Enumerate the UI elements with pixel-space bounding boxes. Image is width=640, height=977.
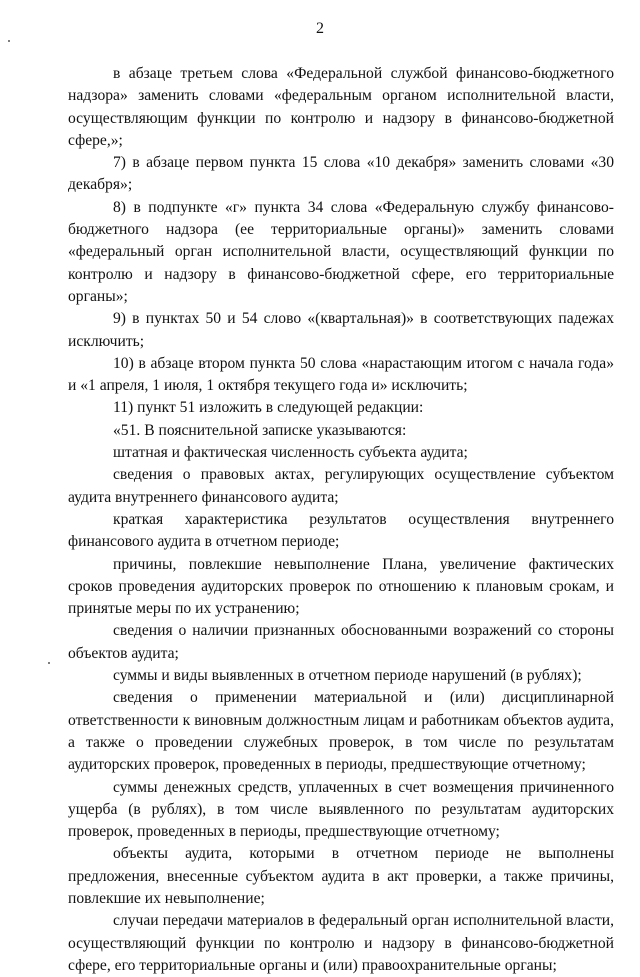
paragraph: «51. В пояснительной записке указываются: <box>113 421 407 439</box>
paragraph: 7) в абзаце первом пункта 15 слова «10 декабря» заменить словами «30 декабря»; <box>68 154 614 194</box>
paragraph: в абзаце третьем слова «Федеральной службой финансово-бюджетного надзора» заменить словами «федеральным органом исполнительной власти, осуществляющим функции по контролю и надзору в финансово-бюджетной сфере,»; <box>68 65 614 149</box>
paragraph: суммы и виды выявленных в отчетном периоде нарушений (в рублях); <box>113 667 582 685</box>
paragraph: причины, повлекшие невыполнение Плана, увеличение фактических сроков проведения аудиторских проверок по отношению к плановым срокам, и принятые меры по их устранению; <box>68 555 614 618</box>
paragraph: сведения о применении материальной и (или) дисциплинарной ответственности к виновным должностным лицам и работникам объектов аудита, а также о проведении служебных проверок, в том числе по результатам аудиторских проверок, проведенных в периоды, предшествующие отчетному; <box>68 689 614 774</box>
paragraph: краткая характеристика результатов осуществления внутреннего финансового аудита в отчетном периоде; <box>68 510 614 551</box>
page-number: 2 <box>316 20 324 37</box>
paragraph: 9) в пунктах 50 и 54 слово «(квартальная)» в соответствующих падежах исключить; <box>68 310 614 350</box>
paragraph: суммы денежных средств, уплаченных в счет возмещения причиненного ущерба (в рублях), в том числе выявленного по результатам аудиторских проверок, проведенных в периоды, предшествующие отчетному; <box>68 778 614 841</box>
paragraph: штатная и фактическая численность субъекта аудита; <box>113 444 468 462</box>
scan-speck <box>48 662 50 664</box>
paragraph: случаи передачи материалов в федеральный орган исполнительной власти, осуществляющий функции по контролю и надзору в финансово-бюджетной сфере, его территориальные органы и (или) правоохранительные органы; <box>68 912 614 974</box>
paragraph: 10) в абзаце втором пункта 50 слова «нарастающим итогом с начала года» и «1 апреля, 1 июля, 1 октября текущего года и» исключить; <box>68 354 614 395</box>
paragraph: сведения о правовых актах, регулирующих осуществление субъектом аудита внутреннего финансового аудита; <box>68 466 614 506</box>
scan-speck <box>8 40 10 42</box>
paragraph: сведения о наличии признанных обоснованными возражений со стороны объектов аудита; <box>68 622 614 662</box>
document-body <box>68 63 614 977</box>
paragraph: 11) пункт 51 изложить в следующей редакции: <box>113 399 424 417</box>
paragraph: объекты аудита, которыми в отчетном периоде не выполнены предложения, внесенные субъектом аудита в акт проверки, а также причины, повлекшие их невыполнение; <box>68 845 614 907</box>
paragraph: 8) в подпункте «г» пункта 34 слова «Федеральную службу финансово-бюджетного надзора (ее территориальные органы)» заменить словами «федеральный орган исполнительной власти, осуществляющий функции по контролю и надзору в финансово-бюджетной сфере, его территориальные органы»; <box>68 198 614 305</box>
